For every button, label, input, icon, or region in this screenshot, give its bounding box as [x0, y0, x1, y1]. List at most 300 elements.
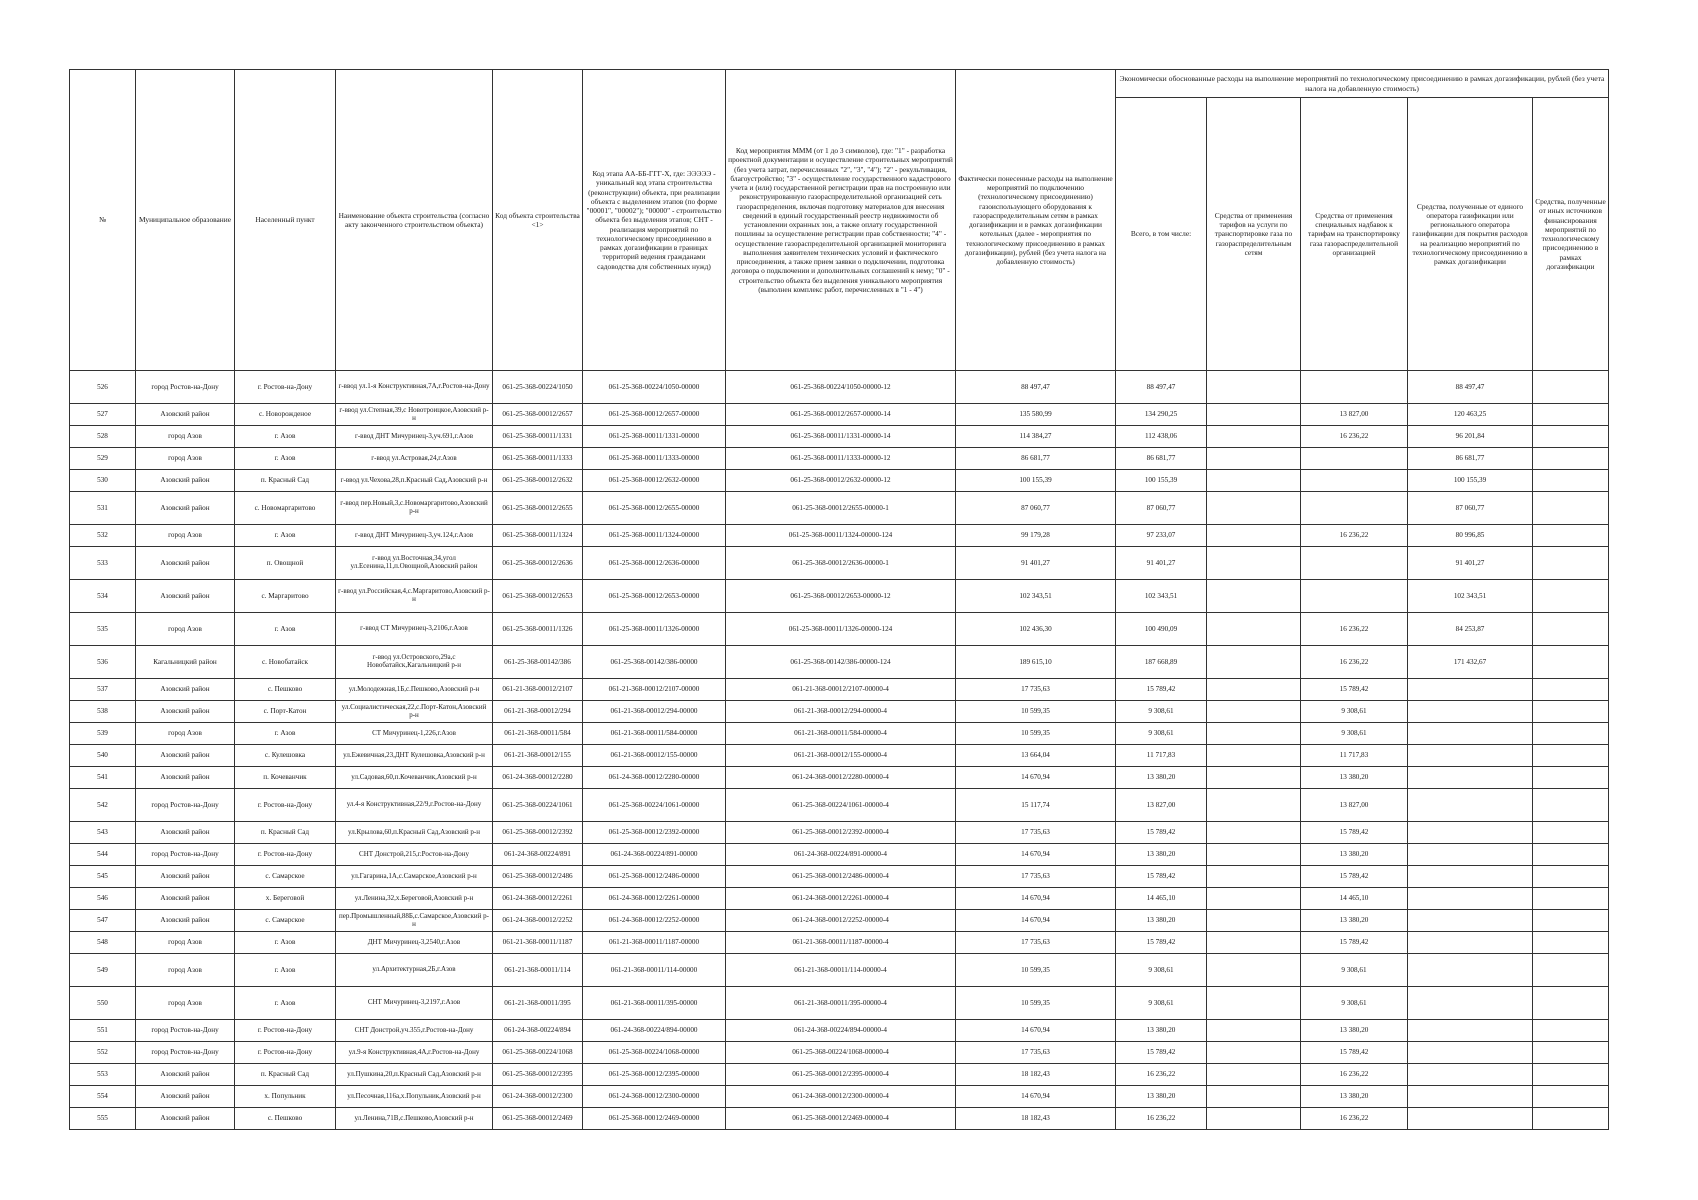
cell-number: 530 — [70, 470, 136, 492]
cell-actual-costs: 102 343,51 — [956, 580, 1116, 613]
cell-regional-operator — [1408, 789, 1533, 822]
cell-settlement: п. Красный Сад — [235, 1064, 336, 1086]
cell-other-sources — [1533, 954, 1609, 987]
cell-settlement: с. Самарское — [235, 866, 336, 888]
cell-total: 86 681,77 — [1116, 448, 1207, 470]
cell-number: 540 — [70, 745, 136, 767]
cell-number: 545 — [70, 866, 136, 888]
cell-object-name: г-ввод ул.Астровая,24,г.Азов — [336, 448, 493, 470]
cell-municipality: Азовский район — [136, 492, 235, 525]
cell-tariff-services — [1207, 371, 1301, 404]
cell-event-code: 061-25-368-00012/2469-00000-4 — [726, 1108, 956, 1130]
cell-municipality: город Азов — [136, 448, 235, 470]
cell-total: 9 308,61 — [1116, 987, 1207, 1020]
cell-municipality: Азовский район — [136, 767, 235, 789]
cell-municipality: Азовский район — [136, 470, 235, 492]
cell-object-name: СНТ Донстрой,уч.355,г.Ростов-на-Дону — [336, 1020, 493, 1042]
cell-object-name: г-ввод ул.Островского,29а,с Новобатайск,Кагальницкий р-н — [336, 646, 493, 679]
cell-settlement: с. Новорожденое — [235, 404, 336, 426]
cell-stage-code: 061-21-368-00011/1187-00000 — [583, 932, 726, 954]
cell-settlement: г. Ростов-на-Дону — [235, 1042, 336, 1064]
cell-special-markups: 13 827,00 — [1301, 404, 1408, 426]
cell-tariff-services — [1207, 987, 1301, 1020]
cell-tariff-services — [1207, 1042, 1301, 1064]
cell-total: 88 497,47 — [1116, 371, 1207, 404]
cell-municipality: Кагальницкий район — [136, 646, 235, 679]
cell-stage-code: 061-24-368-00012/2280-00000 — [583, 767, 726, 789]
cell-stage-code: 061-25-368-00012/2655-00000 — [583, 492, 726, 525]
cell-tariff-services — [1207, 932, 1301, 954]
cell-number: 555 — [70, 1108, 136, 1130]
cell-other-sources — [1533, 613, 1609, 646]
table-row — [70, 448, 1609, 470]
cell-number: 526 — [70, 371, 136, 404]
cell-tariff-services — [1207, 888, 1301, 910]
cell-regional-operator — [1408, 1042, 1533, 1064]
cell-number: 533 — [70, 547, 136, 580]
cell-stage-code: 061-25-368-00011/1324-00000 — [583, 525, 726, 547]
cell-event-code: 061-25-368-00011/1331-00000-14 — [726, 426, 956, 448]
cell-number: 543 — [70, 822, 136, 844]
cell-settlement: с. Кулешовка — [235, 745, 336, 767]
cell-event-code: 061-25-368-00012/2653-00000-12 — [726, 580, 956, 613]
cell-total: 15 789,42 — [1116, 866, 1207, 888]
cell-number: 538 — [70, 701, 136, 723]
table-row — [70, 470, 1609, 492]
cell-settlement: с. Самарское — [235, 910, 336, 932]
cell-object-code: 061-24-368-00224/891 — [493, 844, 583, 866]
table-row — [70, 371, 1609, 404]
cell-special-markups: 14 465,10 — [1301, 888, 1408, 910]
cell-event-code: 061-25-368-00011/1326-00000-124 — [726, 613, 956, 646]
cell-municipality: город Азов — [136, 954, 235, 987]
cell-number: 554 — [70, 1086, 136, 1108]
cell-stage-code: 061-24-368-00012/2261-00000 — [583, 888, 726, 910]
cell-regional-operator — [1408, 888, 1533, 910]
cell-event-code: 061-25-368-00012/2486-00000-4 — [726, 866, 956, 888]
cell-municipality: город Азов — [136, 613, 235, 646]
cell-municipality: город Ростов-на-Дону — [136, 1020, 235, 1042]
cell-regional-operator: 96 201,84 — [1408, 426, 1533, 448]
cell-total: 16 236,22 — [1116, 1108, 1207, 1130]
cell-object-code: 061-24-368-00012/2300 — [493, 1086, 583, 1108]
cell-municipality: город Ростов-на-Дону — [136, 1042, 235, 1064]
cell-object-code: 061-25-368-00012/2632 — [493, 470, 583, 492]
cell-stage-code: 061-25-368-00011/1326-00000 — [583, 613, 726, 646]
cell-actual-costs: 13 664,04 — [956, 745, 1116, 767]
cell-municipality: город Ростов-на-Дону — [136, 844, 235, 866]
cell-object-code: 061-21-368-00011/1187 — [493, 932, 583, 954]
cell-tariff-services — [1207, 866, 1301, 888]
cell-object-name: ул.Гагарина,1А,с.Самарское,Азовский р-н — [336, 866, 493, 888]
table-row — [70, 701, 1609, 723]
cell-total: 13 380,20 — [1116, 910, 1207, 932]
cell-stage-code: 061-21-368-00012/155-00000 — [583, 745, 726, 767]
cell-special-markups: 9 308,61 — [1301, 954, 1408, 987]
cell-total: 15 789,42 — [1116, 679, 1207, 701]
cell-settlement: г. Ростов-на-Дону — [235, 789, 336, 822]
cell-regional-operator — [1408, 866, 1533, 888]
cell-actual-costs: 17 735,63 — [956, 822, 1116, 844]
table-row — [70, 1042, 1609, 1064]
cell-object-code: 061-25-368-00224/1068 — [493, 1042, 583, 1064]
cell-object-code: 061-25-368-00012/2655 — [493, 492, 583, 525]
cell-other-sources — [1533, 646, 1609, 679]
cell-municipality: город Азов — [136, 723, 235, 745]
cell-settlement: г. Азов — [235, 723, 336, 745]
document-page — [69, 69, 1608, 1130]
cell-number: 541 — [70, 767, 136, 789]
cell-object-name: ул.Социалистическая,22,с.Порт-Катон,Азовский р-н — [336, 701, 493, 723]
cell-other-sources — [1533, 1042, 1609, 1064]
header-number: № — [70, 70, 136, 371]
cell-actual-costs: 14 670,94 — [956, 1020, 1116, 1042]
cell-settlement: с. Порт-Катон — [235, 701, 336, 723]
cell-actual-costs: 14 670,94 — [956, 844, 1116, 866]
cell-tariff-services — [1207, 1108, 1301, 1130]
cell-total: 15 789,42 — [1116, 822, 1207, 844]
cell-special-markups: 15 789,42 — [1301, 932, 1408, 954]
cell-settlement: г. Азов — [235, 932, 336, 954]
cell-stage-code: 061-21-368-00012/294-00000 — [583, 701, 726, 723]
table-row — [70, 525, 1609, 547]
table-row — [70, 1064, 1609, 1086]
header-event-code: Код мероприятия ММM (от 1 до 3 символов), где: "1" - разработка проектной документации и осуществление строительных мероприятий (без учета затрат, перечисленных "2", "3", "4"); "2" - рекультивация, благоустройство; "3" - осуществление государственного кадастрового учета и (или) государственной регистрации прав на построенную или реконструированную газораспределительной организацией сеть газораспределения, включая подготовку материалов для внесения сведений в единый государственный реестр недвижимости об установлении охранных зон, а также оплату государственной пошлины за осуществление регистрации прав собственности; "4" - осуществление газораспределительной организацией мониторинга выполнения заявителем технических условий и фактического присоединения, а также прием заявки о подключении, подготовка договора о подключении и дополнительных соглашений к нему; "0" - строительство объекта без выделения уникального мероприятия (выполнен комплекс работ, перечисленных в "1 - 4") — [726, 70, 956, 371]
cell-object-code: 061-24-368-00012/2280 — [493, 767, 583, 789]
cell-regional-operator: 91 401,27 — [1408, 547, 1533, 580]
cell-number: 534 — [70, 580, 136, 613]
cell-object-code: 061-25-368-00012/2657 — [493, 404, 583, 426]
cell-regional-operator: 88 497,47 — [1408, 371, 1533, 404]
header-total: Всего, в том числе: — [1116, 98, 1207, 371]
cell-actual-costs: 10 599,35 — [956, 723, 1116, 745]
cell-number: 549 — [70, 954, 136, 987]
cell-regional-operator: 80 996,85 — [1408, 525, 1533, 547]
cell-object-name: ул.Садовая,60,п.Кочеванчик,Азовский р-н — [336, 767, 493, 789]
table-row — [70, 646, 1609, 679]
cell-other-sources — [1533, 470, 1609, 492]
cell-object-code: 061-21-368-00011/395 — [493, 987, 583, 1020]
cell-total: 112 438,06 — [1116, 426, 1207, 448]
cell-object-code: 061-25-368-00224/1061 — [493, 789, 583, 822]
cell-event-code: 061-25-368-00012/2657-00000-14 — [726, 404, 956, 426]
cell-special-markups: 9 308,61 — [1301, 701, 1408, 723]
table-body — [70, 371, 1609, 1130]
table-row — [70, 1086, 1609, 1108]
table-row — [70, 723, 1609, 745]
cell-total: 13 380,20 — [1116, 1086, 1207, 1108]
header-regional-operator: Средства, полученные от единого оператора газификации или регионального оператора газификации для покрытия расходов на реализацию мероприятий по технологическому присоединению в рамках догазификации — [1408, 98, 1533, 371]
cell-tariff-services — [1207, 910, 1301, 932]
cell-settlement: г. Ростов-на-Дону — [235, 371, 336, 404]
cell-actual-costs: 15 117,74 — [956, 789, 1116, 822]
cell-actual-costs: 18 182,43 — [956, 1064, 1116, 1086]
cell-regional-operator — [1408, 932, 1533, 954]
cell-municipality: Азовский район — [136, 910, 235, 932]
cell-stage-code: 061-24-368-00012/2252-00000 — [583, 910, 726, 932]
cell-event-code: 061-24-368-00012/2280-00000-4 — [726, 767, 956, 789]
cell-total: 9 308,61 — [1116, 701, 1207, 723]
cell-municipality: город Азов — [136, 932, 235, 954]
cell-object-name: г-ввод ул.Степная,39,с Новотроицкое,Азовский р-н — [336, 404, 493, 426]
table-row — [70, 932, 1609, 954]
table-row — [70, 954, 1609, 987]
cell-other-sources — [1533, 448, 1609, 470]
cell-settlement: г. Азов — [235, 426, 336, 448]
table-row — [70, 679, 1609, 701]
cell-other-sources — [1533, 932, 1609, 954]
cell-event-code: 061-25-368-00012/2632-00000-12 — [726, 470, 956, 492]
cell-regional-operator: 100 155,39 — [1408, 470, 1533, 492]
cell-object-name: г-ввод ул.Восточная,34,угол ул.Есенина,11,п.Овощной,Азовский район — [336, 547, 493, 580]
cell-municipality: Азовский район — [136, 701, 235, 723]
cell-special-markups: 16 236,22 — [1301, 613, 1408, 646]
cell-stage-code: 061-25-368-00224/1068-00000 — [583, 1042, 726, 1064]
cell-municipality: Азовский район — [136, 822, 235, 844]
cell-special-markups — [1301, 547, 1408, 580]
cell-object-name: г-ввод ул.Чехова,28,п.Красный Сад,Азовский р-н — [336, 470, 493, 492]
table-row — [70, 492, 1609, 525]
cell-event-code: 061-21-368-00011/1187-00000-4 — [726, 932, 956, 954]
cell-object-code: 061-25-368-00224/1050 — [493, 371, 583, 404]
cell-stage-code: 061-25-368-00011/1331-00000 — [583, 426, 726, 448]
cell-event-code: 061-25-368-00224/1068-00000-4 — [726, 1042, 956, 1064]
cell-regional-operator: 171 432,67 — [1408, 646, 1533, 679]
cell-other-sources — [1533, 789, 1609, 822]
cell-regional-operator — [1408, 910, 1533, 932]
cell-stage-code: 061-21-368-00012/2107-00000 — [583, 679, 726, 701]
cell-other-sources — [1533, 822, 1609, 844]
table-row — [70, 866, 1609, 888]
cell-event-code: 061-25-368-00142/386-00000-124 — [726, 646, 956, 679]
table-row — [70, 426, 1609, 448]
cell-stage-code: 061-21-368-00011/395-00000 — [583, 987, 726, 1020]
cell-municipality: Азовский район — [136, 547, 235, 580]
table-row — [70, 1020, 1609, 1042]
cell-object-code: 061-21-368-00011/584 — [493, 723, 583, 745]
cell-special-markups: 16 236,22 — [1301, 426, 1408, 448]
cell-actual-costs: 14 670,94 — [956, 910, 1116, 932]
cell-actual-costs: 17 735,63 — [956, 932, 1116, 954]
cell-event-code: 061-25-368-00011/1324-00000-124 — [726, 525, 956, 547]
cell-special-markups: 13 380,20 — [1301, 1020, 1408, 1042]
header-stage-code: Код этапа АА-ББ-ГГГ-Х, где: ЭЭЭЭЭ - уникальный код этапа строительства (реконструкции) объекта, при реализации объекта с выделением этапов (по форме "00001", "00002"); "00000" - строительство объекта без выделения этапов; СНТ - реализация мероприятий по технологическому присоединению в рамках догазификации в границах территорий ведения гражданами садоводства для собственных нужд) — [583, 70, 726, 371]
cell-other-sources — [1533, 987, 1609, 1020]
cell-special-markups: 13 380,20 — [1301, 1086, 1408, 1108]
cell-settlement: п. Кочеванчик — [235, 767, 336, 789]
cell-special-markups: 16 236,22 — [1301, 646, 1408, 679]
cell-event-code: 061-21-368-00012/155-00000-4 — [726, 745, 956, 767]
cell-tariff-services — [1207, 723, 1301, 745]
cell-actual-costs: 88 497,47 — [956, 371, 1116, 404]
cell-event-code: 061-25-368-00224/1050-00000-12 — [726, 371, 956, 404]
cell-settlement: п. Овощной — [235, 547, 336, 580]
cell-settlement: г. Азов — [235, 954, 336, 987]
cell-object-code: 061-21-368-00012/294 — [493, 701, 583, 723]
cell-object-code: 061-25-368-00011/1333 — [493, 448, 583, 470]
cell-regional-operator — [1408, 701, 1533, 723]
cell-tariff-services — [1207, 580, 1301, 613]
cell-total: 13 827,00 — [1116, 789, 1207, 822]
cell-stage-code: 061-25-368-00012/2392-00000 — [583, 822, 726, 844]
cell-municipality: город Азов — [136, 525, 235, 547]
cell-actual-costs: 17 735,63 — [956, 1042, 1116, 1064]
cell-stage-code: 061-25-368-00012/2657-00000 — [583, 404, 726, 426]
cell-special-markups: 13 380,20 — [1301, 844, 1408, 866]
cell-object-name: ул.Пушкина,20,п.Красный Сад,Азовский р-н — [336, 1064, 493, 1086]
cell-stage-code: 061-25-368-00012/2486-00000 — [583, 866, 726, 888]
table-row — [70, 767, 1609, 789]
cell-other-sources — [1533, 580, 1609, 613]
cell-number: 553 — [70, 1064, 136, 1086]
cell-event-code: 061-21-368-00012/294-00000-4 — [726, 701, 956, 723]
cell-special-markups: 15 789,42 — [1301, 822, 1408, 844]
cell-special-markups — [1301, 371, 1408, 404]
cell-regional-operator — [1408, 1086, 1533, 1108]
cell-total: 13 380,20 — [1116, 844, 1207, 866]
cell-municipality: Азовский район — [136, 404, 235, 426]
cell-regional-operator — [1408, 954, 1533, 987]
cell-number: 536 — [70, 646, 136, 679]
table-row — [70, 910, 1609, 932]
cell-other-sources — [1533, 426, 1609, 448]
cell-special-markups: 15 789,42 — [1301, 679, 1408, 701]
cell-event-code: 061-24-368-00224/891-00000-4 — [726, 844, 956, 866]
cell-object-code: 061-25-368-00011/1331 — [493, 426, 583, 448]
cell-object-name: ул.Ленина,71В,с.Пешково,Азовский р-н — [336, 1108, 493, 1130]
cell-actual-costs: 100 155,39 — [956, 470, 1116, 492]
cell-total: 15 789,42 — [1116, 1042, 1207, 1064]
cell-settlement: х. Попульник — [235, 1086, 336, 1108]
cell-number: 527 — [70, 404, 136, 426]
table-row — [70, 745, 1609, 767]
cell-number: 542 — [70, 789, 136, 822]
cell-total: 13 380,20 — [1116, 767, 1207, 789]
cell-object-code: 061-25-368-00012/2636 — [493, 547, 583, 580]
cell-special-markups — [1301, 580, 1408, 613]
cell-tariff-services — [1207, 745, 1301, 767]
cell-special-markups: 15 789,42 — [1301, 1042, 1408, 1064]
cell-stage-code: 061-25-368-00224/1050-00000 — [583, 371, 726, 404]
cell-actual-costs: 14 670,94 — [956, 767, 1116, 789]
cell-municipality: город Ростов-на-Дону — [136, 371, 235, 404]
cell-total: 100 490,09 — [1116, 613, 1207, 646]
cell-object-name: г-ввод ДНТ Мичуринец-3,уч.691,г.Азов — [336, 426, 493, 448]
cell-actual-costs: 10 599,35 — [956, 954, 1116, 987]
cell-event-code: 061-21-368-00011/395-00000-4 — [726, 987, 956, 1020]
cell-regional-operator — [1408, 723, 1533, 745]
cell-object-name: г-ввод пер.Новый,3,с.Новомаргаритово,Азовский р-н — [336, 492, 493, 525]
cell-object-name: ул.9-я Конструктивная,4А,г.Ростов-на-Дону — [336, 1042, 493, 1064]
cell-event-code: 061-24-368-00012/2300-00000-4 — [726, 1086, 956, 1108]
cell-other-sources — [1533, 547, 1609, 580]
cell-stage-code: 061-25-368-00011/1333-00000 — [583, 448, 726, 470]
cell-event-code: 061-25-368-00012/2636-00000-1 — [726, 547, 956, 580]
cell-total: 97 233,07 — [1116, 525, 1207, 547]
cell-event-code: 061-25-368-00012/2392-00000-4 — [726, 822, 956, 844]
cell-settlement: г. Азов — [235, 613, 336, 646]
cell-regional-operator — [1408, 1064, 1533, 1086]
cell-settlement: г. Ростов-на-Дону — [235, 1020, 336, 1042]
cell-municipality: Азовский район — [136, 1108, 235, 1130]
cell-object-name: г-ввод СТ Мичуринец-3,2106,г.Азов — [336, 613, 493, 646]
cell-total: 87 060,77 — [1116, 492, 1207, 525]
cell-special-markups — [1301, 492, 1408, 525]
cell-total: 14 465,10 — [1116, 888, 1207, 910]
cell-object-name: СТ Мичуринец-1,226,г.Азов — [336, 723, 493, 745]
cell-object-code: 061-24-368-00012/2252 — [493, 910, 583, 932]
cell-object-code: 061-25-368-00012/2486 — [493, 866, 583, 888]
cell-total: 187 668,89 — [1116, 646, 1207, 679]
cell-other-sources — [1533, 844, 1609, 866]
cell-settlement: с. Маргаритово — [235, 580, 336, 613]
cell-object-code: 061-25-368-00012/2653 — [493, 580, 583, 613]
header-economic-costs-group: Экономически обоснованные расходы на выполнение мероприятий по технологическому присоединению в рамках догазификации, рублей (без учета налога на добавленную стоимость) — [1116, 70, 1609, 98]
cell-stage-code: 061-25-368-00012/2395-00000 — [583, 1064, 726, 1086]
cell-stage-code: 061-24-368-00224/891-00000 — [583, 844, 726, 866]
cell-special-markups — [1301, 470, 1408, 492]
cell-other-sources — [1533, 910, 1609, 932]
cell-number: 531 — [70, 492, 136, 525]
header-actual-costs: Фактически понесенные расходы на выполнение мероприятий по подключению (технологическому присоединению) газоиспользующего оборудования к газораспределительным сетям в рамках догазификации и в рамках догазификации котельных (далее - мероприятия по технологическому присоединению в рамках догазификации), рублей (без учета налога на добавленную стоимость) — [956, 70, 1116, 371]
table-row — [70, 404, 1609, 426]
cell-regional-operator — [1408, 767, 1533, 789]
cell-tariff-services — [1207, 404, 1301, 426]
cell-event-code: 061-24-368-00012/2261-00000-4 — [726, 888, 956, 910]
cell-tariff-services — [1207, 679, 1301, 701]
cell-stage-code: 061-21-368-00011/114-00000 — [583, 954, 726, 987]
cell-regional-operator: 84 253,87 — [1408, 613, 1533, 646]
cell-tariff-services — [1207, 954, 1301, 987]
cell-number: 548 — [70, 932, 136, 954]
cell-municipality: Азовский район — [136, 866, 235, 888]
cell-settlement: г. Азов — [235, 525, 336, 547]
cell-municipality: Азовский район — [136, 888, 235, 910]
cell-number: 528 — [70, 426, 136, 448]
cell-stage-code: 061-24-368-00224/894-00000 — [583, 1020, 726, 1042]
cell-special-markups: 16 236,22 — [1301, 1064, 1408, 1086]
cell-object-name: г-ввод ул.Российская,4,с.Маргаритово,Азовский р-н — [336, 580, 493, 613]
cell-actual-costs: 14 670,94 — [956, 888, 1116, 910]
cell-object-name: ул.Молодежная,1Б,с.Пешково,Азовский р-н — [336, 679, 493, 701]
cell-municipality: Азовский район — [136, 580, 235, 613]
cell-regional-operator — [1408, 745, 1533, 767]
header-settlement: Населенный пункт — [235, 70, 336, 371]
cell-number: 544 — [70, 844, 136, 866]
cell-actual-costs: 102 436,30 — [956, 613, 1116, 646]
cell-regional-operator: 87 060,77 — [1408, 492, 1533, 525]
cell-settlement: х. Береговой — [235, 888, 336, 910]
cell-object-code: 061-25-368-00012/2395 — [493, 1064, 583, 1086]
cell-special-markups: 16 236,22 — [1301, 525, 1408, 547]
table-row — [70, 822, 1609, 844]
cell-stage-code: 061-25-368-00012/2653-00000 — [583, 580, 726, 613]
cell-special-markups: 15 789,42 — [1301, 866, 1408, 888]
cell-stage-code: 061-25-368-00012/2636-00000 — [583, 547, 726, 580]
cell-stage-code: 061-25-368-00224/1061-00000 — [583, 789, 726, 822]
cell-settlement: г. Азов — [235, 987, 336, 1020]
cell-total: 9 308,61 — [1116, 954, 1207, 987]
cell-tariff-services — [1207, 426, 1301, 448]
cell-other-sources — [1533, 1108, 1609, 1130]
cell-other-sources — [1533, 866, 1609, 888]
table-row — [70, 1108, 1609, 1130]
cell-other-sources — [1533, 1086, 1609, 1108]
cell-other-sources — [1533, 723, 1609, 745]
cell-object-code: 061-25-368-00012/2469 — [493, 1108, 583, 1130]
cell-tariff-services — [1207, 701, 1301, 723]
cell-number: 546 — [70, 888, 136, 910]
